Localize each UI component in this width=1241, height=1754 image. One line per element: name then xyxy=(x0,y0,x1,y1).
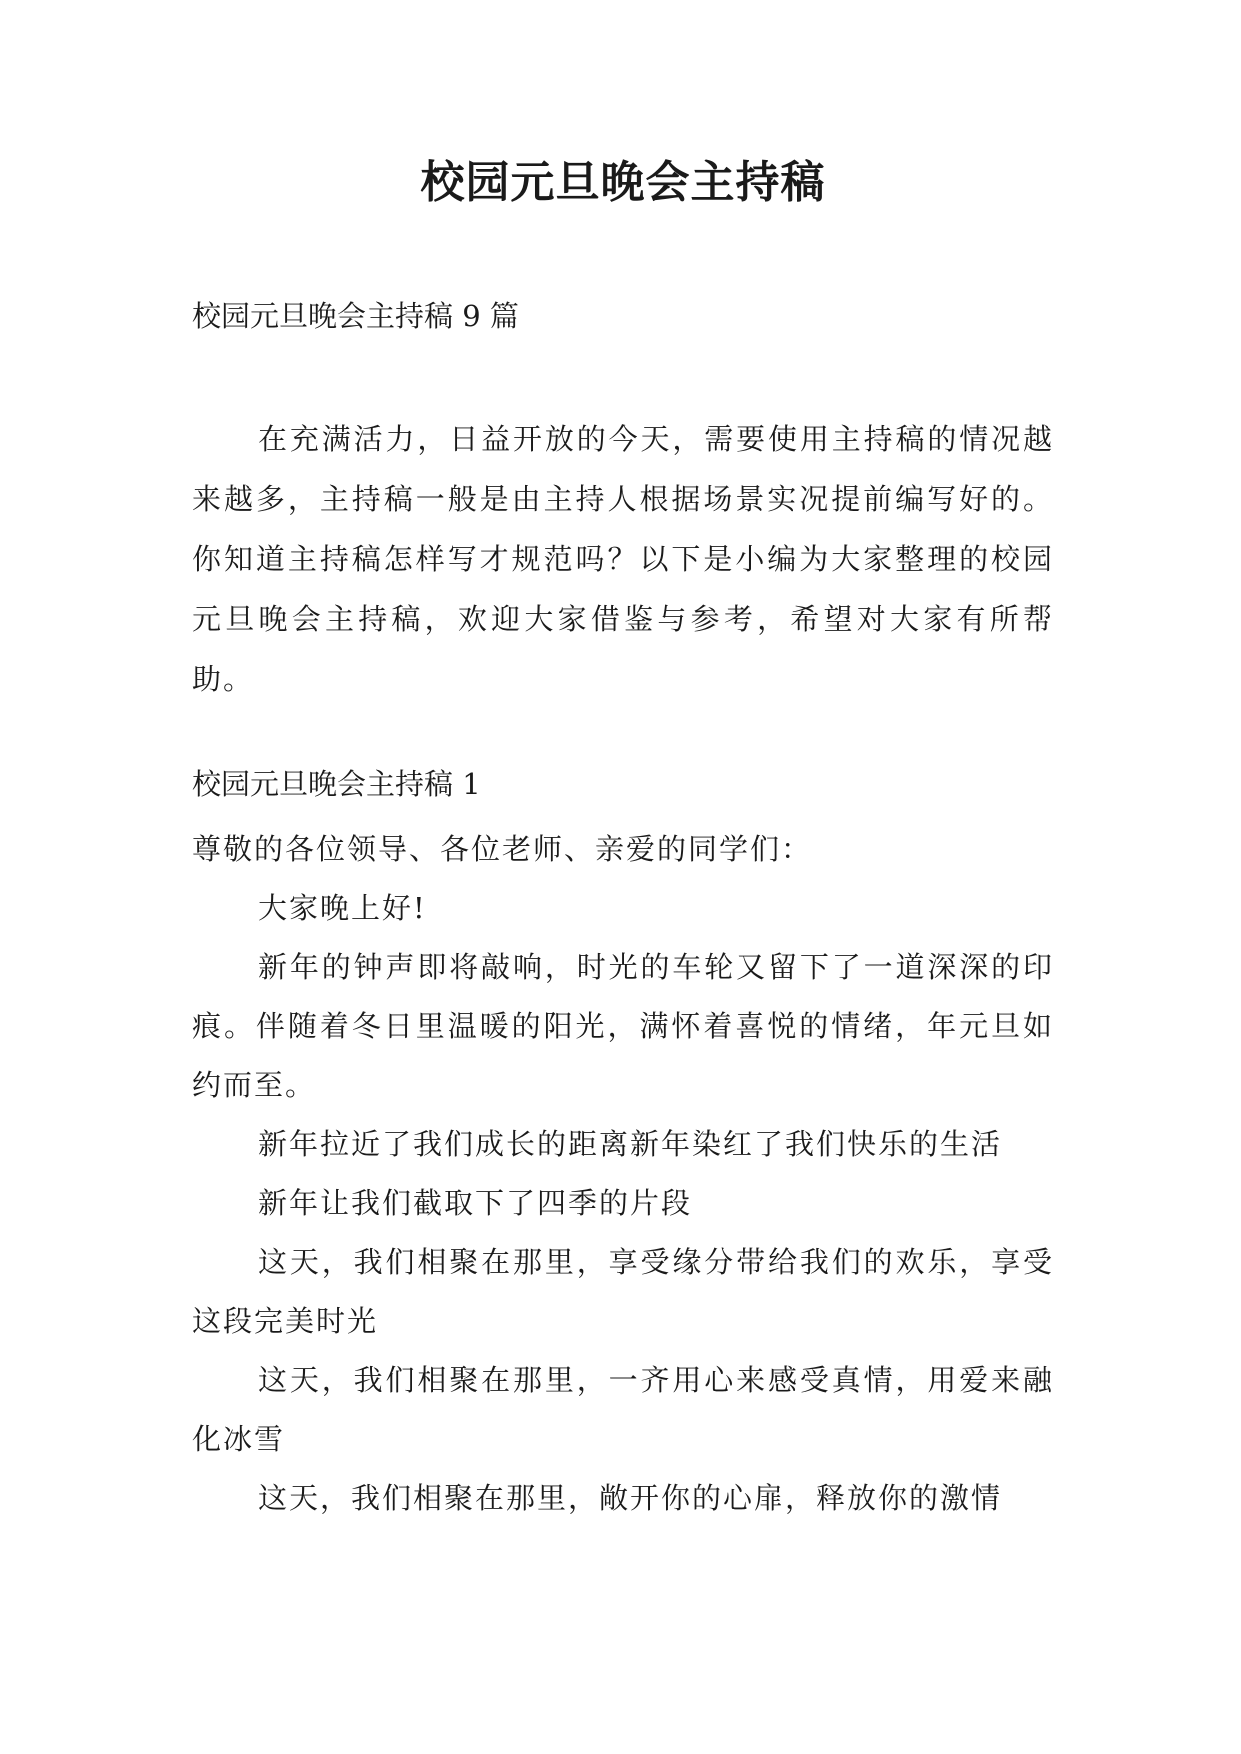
body-paragraph: 这天，我们相聚在那里，一齐用心来感受真情，用爱来融化冰雪 xyxy=(192,1363,1054,1456)
intro-paragraph: 在充满活力，日益开放的今天，需要使用主持稿的情况越来越多，主持稿一般是由主持人根据场景实况提前编写好的。你知道主持稿怎样写才规范吗？以下是小编为大家整理的校园元旦晚会主持稿，欢迎大家借鉴与参考，希望对大家有所帮助。 xyxy=(192,422,1054,696)
document-subtitle: 校园元旦晚会主持稿 9 篇 xyxy=(192,299,519,333)
section-body xyxy=(192,820,1054,1528)
body-paragraph: 新年的钟声即将敲响，时光的车轮又留下了一道深深的印痕。伴随着冬日里温暖的阳光，满怀着喜悦的情绪，年元旦如约而至。 xyxy=(192,950,1054,1102)
body-paragraph: 大家晚上好! xyxy=(258,891,427,925)
body-paragraph: 这天，我们相聚在那里，敞开你的心扉，释放你的激情 xyxy=(258,1481,1003,1515)
body-paragraph: 新年让我们截取下了四季的片段 xyxy=(258,1186,693,1220)
greeting-line: 尊敬的各位领导、各位老师、亲爱的同学们： xyxy=(192,832,813,866)
body-paragraph: 新年拉近了我们成长的距离新年染红了我们快乐的生活 xyxy=(258,1127,1003,1161)
document-title: 校园元旦晚会主持稿 xyxy=(420,157,826,208)
section-heading: 校园元旦晚会主持稿 1 xyxy=(192,767,481,801)
body-paragraph: 这天，我们相聚在那里，享受缘分带给我们的欢乐，享受这段完美时光 xyxy=(192,1245,1054,1338)
